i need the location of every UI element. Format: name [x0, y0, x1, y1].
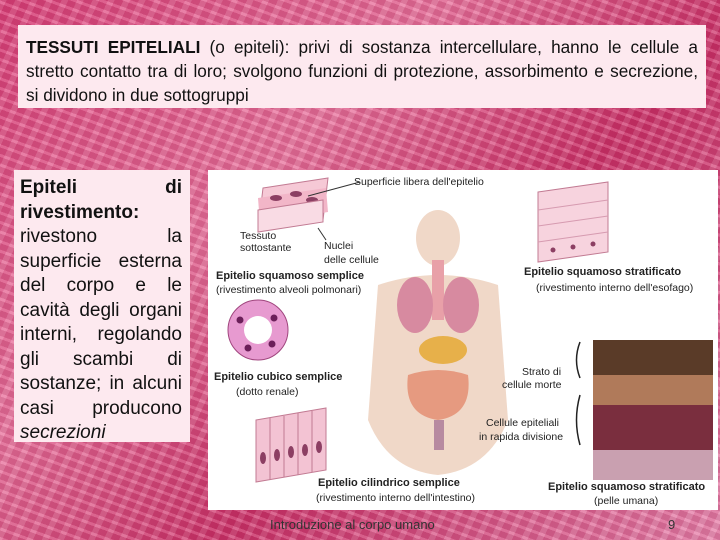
lining-description: [20, 225, 182, 446]
label-squamous-simple-sub: (rivestimento alveoli polmonari): [216, 284, 362, 296]
slide-title-bold: TESSUTI EPITELIALI: [26, 37, 201, 57]
label-squamous-simple: Epitelio squamoso semplice: [216, 270, 364, 282]
label-skin: Epitelio squamoso stratificato: [548, 481, 706, 493]
label-tissue-line1: Tessuto: [240, 230, 277, 242]
label-skin-sub: (pelle umana): [594, 495, 659, 507]
lining-epithelia-box: [14, 170, 190, 442]
columnar-block-illustration: [256, 408, 326, 482]
label-columnar-sub: (rivestimento interno dell'intestino): [316, 492, 475, 504]
squamous-simple-block-illustration: [258, 178, 328, 232]
footer-page-number: 9: [668, 517, 676, 532]
lining-heading-line2: rivestimento:: [20, 201, 140, 223]
label-dividing-cells-line2: in rapida divisione: [479, 431, 564, 443]
lining-heading-line1: Epiteli di: [20, 177, 182, 198]
label-free-surface: Superficie libera dell'epitelio: [354, 176, 484, 188]
label-columnar: Epitelio cilindrico semplice: [318, 477, 460, 489]
label-dividing-cells-line1: Cellule epiteliali: [486, 417, 559, 429]
label-nuclei-line1: Nuclei: [324, 240, 354, 252]
epithelium-illustration: [208, 170, 718, 510]
label-tissue-line2: sottostante: [240, 242, 292, 254]
lining-body-text: rivestono la superficie esterna del corpo e le cavità degli organi interni, regolando gli scambi di sostanze; in alcuni casi producono: [20, 226, 182, 419]
slide-title-text: (o epiteli): privi di sostanza intercellulare, hanno le cellule a stretto contatto tra di loro; svolgono funzioni di protezione, assorbimento e secrezione, si dividono in due sottogruppi: [26, 37, 698, 105]
label-squamous-stratified-sub: (rivestimento interno dell'esofago): [536, 282, 694, 294]
cuboidal-tubule-illustration: [228, 300, 288, 360]
label-dead-cells-line2: cellule morte: [502, 379, 562, 391]
label-cubic: Epitelio cubico semplice: [214, 371, 343, 383]
footer-course-title: Introduzione al corpo umano: [270, 517, 435, 532]
slide-title-box: [18, 25, 706, 108]
label-cubic-sub: (dotto renale): [236, 386, 299, 398]
label-dead-cells-line1: Strato di: [522, 366, 562, 378]
label-nuclei-line2: delle cellule: [324, 254, 379, 266]
stratified-squamous-block-illustration: [538, 182, 608, 262]
lining-italic-word: secrezioni: [20, 422, 106, 443]
skin-micrograph-illustration: [577, 340, 714, 480]
epithelium-figure: [208, 170, 718, 510]
label-squamous-stratified: Epitelio squamoso stratificato: [524, 266, 682, 278]
